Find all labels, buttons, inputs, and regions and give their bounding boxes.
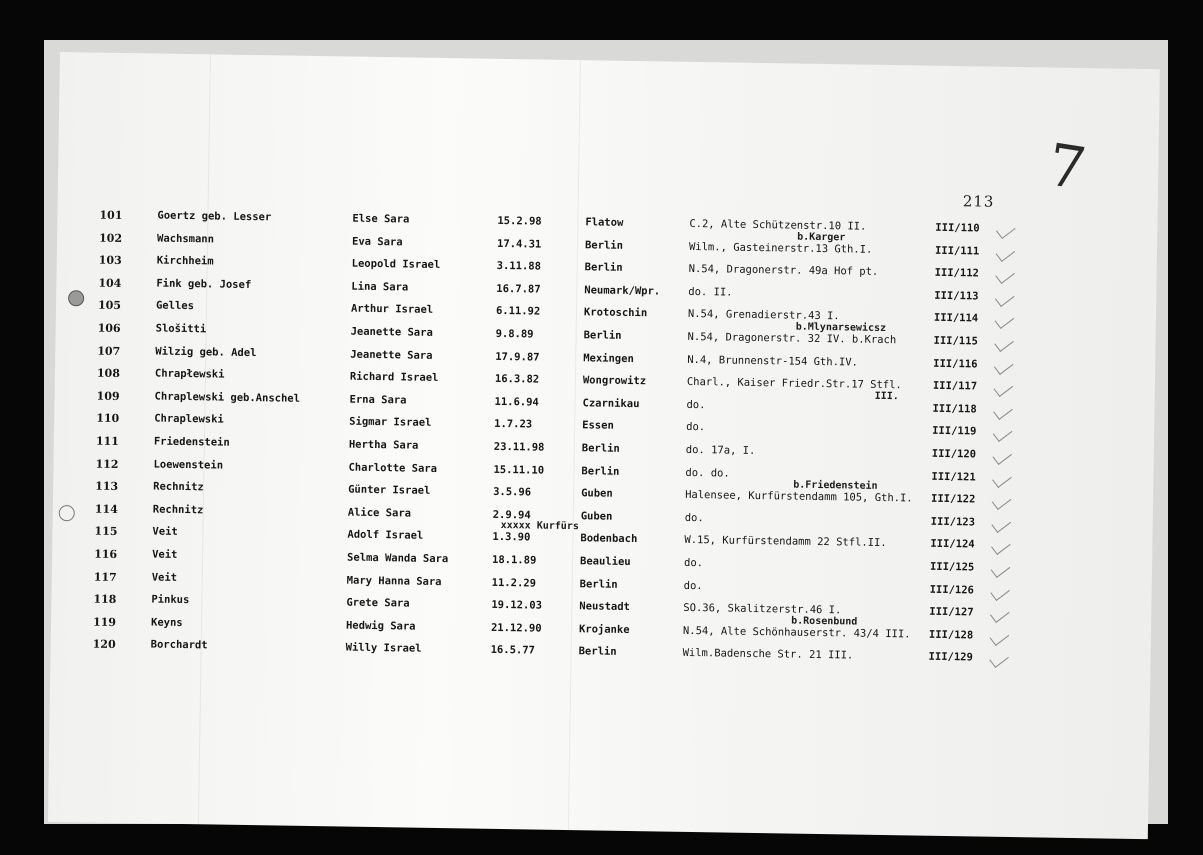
checkmark-icon bbox=[992, 469, 1012, 487]
record-reference: III/121 bbox=[931, 470, 976, 484]
record-given-name: Jeanette Sara bbox=[350, 325, 433, 339]
record-number: 120 bbox=[92, 637, 116, 652]
record-birth-date: 11.6.94 bbox=[494, 395, 539, 409]
record-given-name: Lina Sara bbox=[351, 280, 409, 294]
record-address: Wilm.Badensche Str. 21 III. bbox=[682, 647, 854, 662]
record-reference: III/116 bbox=[933, 357, 978, 371]
record-given-name: Erna Sara bbox=[349, 393, 407, 407]
record-birth-place: Neumark/Wpr. bbox=[584, 284, 661, 298]
record-address: Wilm., Gasteinerstr.13 Gth.I. bbox=[688, 240, 873, 256]
record-birth-place: Beaulieu bbox=[579, 555, 631, 569]
checkmark-icon bbox=[994, 334, 1014, 352]
record-address: N.4, Brunnenstr-154 Gth.IV. bbox=[687, 353, 859, 369]
record-surname: Pinkus bbox=[151, 593, 190, 607]
record-given-name: Mary Hanna Sara bbox=[346, 574, 442, 588]
record-surname: Loewenstein bbox=[153, 458, 224, 472]
record-surname: Gelles bbox=[155, 299, 195, 313]
record-reference: III/118 bbox=[932, 402, 977, 416]
record-birth-date: 11.2.29 bbox=[491, 576, 537, 590]
record-address: W.15, Kurfürstendamm 22 Stfl.II. bbox=[684, 534, 887, 550]
record-birth-place: Berlin bbox=[584, 261, 623, 275]
record-surname: Friedenstein bbox=[153, 435, 230, 449]
record-address: do. bbox=[683, 579, 703, 592]
record-given-name: Arthur Israel bbox=[350, 302, 434, 317]
checkmark-icon bbox=[996, 243, 1016, 261]
record-address: do. do. bbox=[685, 466, 730, 480]
record-number: 118 bbox=[93, 592, 117, 607]
record-annotation: III. bbox=[874, 390, 899, 403]
record-birth-place: Wongrowitz bbox=[582, 374, 647, 388]
record-birth-place: Mexingen bbox=[583, 351, 634, 365]
record-given-name: Alice Sara bbox=[347, 506, 412, 520]
record-number: 109 bbox=[96, 389, 120, 403]
record-address: do. bbox=[686, 398, 706, 411]
record-surname: Chraplewski geb.Anschel bbox=[154, 390, 301, 405]
checkmark-icon bbox=[991, 560, 1011, 578]
record-birth-place: Neustadt bbox=[579, 600, 631, 614]
record-number: 104 bbox=[98, 276, 122, 290]
record-given-name: Else Sara bbox=[352, 212, 410, 226]
record-number: 110 bbox=[96, 412, 120, 426]
checkmark-icon bbox=[990, 582, 1010, 600]
record-reference: III/114 bbox=[933, 312, 979, 325]
record-address: N.54, Dragonerstr. 49a Hof pt. bbox=[688, 263, 879, 279]
record-birth-place: Berlin bbox=[584, 238, 624, 252]
record-number: 112 bbox=[95, 457, 119, 471]
record-number: 115 bbox=[94, 524, 118, 539]
document-page bbox=[48, 52, 1160, 839]
record-reference: III/124 bbox=[930, 538, 975, 551]
record-surname: Chrapłewski bbox=[154, 367, 225, 381]
checkmark-icon bbox=[990, 628, 1010, 646]
record-birth-date: 1.3.90 bbox=[492, 531, 531, 544]
record-address: do. bbox=[686, 421, 706, 434]
record-birth-place: Krotoschin bbox=[583, 306, 648, 320]
record-given-name: Leopold Israel bbox=[351, 257, 441, 272]
record-reference: III/117 bbox=[932, 379, 978, 393]
record-given-name: Günter Israel bbox=[348, 483, 431, 498]
record-reference: III/112 bbox=[934, 266, 979, 280]
record-birth-place: Essen bbox=[582, 419, 614, 433]
record-birth-date: 18.1.89 bbox=[491, 553, 537, 567]
record-given-name: Hedwig Sara bbox=[345, 619, 416, 633]
record-number: 114 bbox=[94, 502, 118, 516]
record-reference: III/122 bbox=[930, 492, 976, 506]
record-birth-place: Guben bbox=[581, 487, 613, 500]
record-annotation: b.Friedenstein bbox=[793, 479, 878, 493]
record-number: 113 bbox=[95, 479, 119, 494]
record-birth-date: 23.11.98 bbox=[493, 440, 545, 454]
record-annotation: b.Karger bbox=[797, 231, 846, 243]
record-surname: Veit bbox=[151, 571, 178, 584]
record-reference: III/126 bbox=[929, 583, 975, 597]
record-surname: Kirchheim bbox=[156, 254, 214, 268]
record-birth-place: Berlin bbox=[581, 464, 620, 478]
record-surname: Slošitti bbox=[155, 322, 207, 336]
record-birth-date: 3.5.96 bbox=[493, 486, 532, 499]
record-address: N.54, Alte Schönhauserstr. 43/4 III. bbox=[682, 624, 911, 641]
record-number: 107 bbox=[97, 344, 121, 358]
record-address: do. bbox=[683, 556, 704, 570]
record-given-name: Charlotte Sara bbox=[348, 461, 438, 475]
record-annotation: xxxxx Kurfürs bbox=[500, 520, 579, 533]
checkmark-icon bbox=[995, 311, 1015, 329]
record-number: 101 bbox=[99, 208, 123, 222]
record-reference: III/129 bbox=[928, 651, 973, 664]
checkmark-icon bbox=[989, 650, 1009, 668]
record-surname: Fink geb. Josef bbox=[156, 277, 252, 291]
record-surname: Wilzig geb. Adel bbox=[155, 345, 257, 359]
record-birth-date: 17.9.87 bbox=[495, 350, 540, 364]
record-address: do. 17a, I. bbox=[685, 443, 756, 457]
record-address: N.54, Dragonerstr. 32 IV. b.Krach bbox=[687, 330, 897, 347]
record-surname: Keyns bbox=[150, 616, 183, 629]
record-number: 105 bbox=[97, 299, 122, 313]
record-number: 106 bbox=[97, 321, 121, 335]
record-number: 102 bbox=[98, 231, 123, 245]
record-number: 111 bbox=[95, 434, 119, 448]
record-address: N.54, Grenadierstr.43 I. bbox=[687, 308, 840, 323]
checkmark-icon bbox=[992, 492, 1012, 510]
record-birth-place: Berlin bbox=[578, 645, 617, 659]
record-birth-date: 15.2.98 bbox=[497, 214, 542, 228]
checkmark-icon bbox=[993, 424, 1013, 442]
record-surname: Veit bbox=[152, 525, 178, 539]
checkmark-icon bbox=[995, 266, 1015, 284]
record-birth-date: 15.11.10 bbox=[493, 463, 545, 477]
record-birth-place: Bodenbach bbox=[580, 532, 638, 546]
record-reference: III/125 bbox=[929, 560, 975, 574]
record-address: do. II. bbox=[688, 285, 733, 299]
record-birth-date: 2.9.94 bbox=[492, 508, 531, 522]
record-birth-date: 1.7.23 bbox=[494, 418, 533, 431]
record-number: 116 bbox=[94, 547, 118, 561]
record-birth-date: 17.4.31 bbox=[496, 237, 542, 251]
record-birth-date: 3.11.88 bbox=[496, 260, 542, 273]
record-number: 103 bbox=[98, 253, 122, 268]
record-address: C.2, Alte Schützenstr.10 II. bbox=[689, 217, 867, 233]
record-birth-date: 16.5.77 bbox=[490, 644, 536, 657]
record-reference: III/120 bbox=[931, 447, 977, 461]
checkmark-icon bbox=[994, 379, 1014, 397]
record-given-name: Willy Israel bbox=[345, 641, 422, 656]
folio-mark: 7 bbox=[1043, 130, 1091, 204]
record-given-name: Grete Sara bbox=[346, 596, 410, 610]
record-birth-place: Guben bbox=[580, 510, 613, 523]
record-reference: III/127 bbox=[929, 605, 974, 619]
record-birth-date: 19.12.03 bbox=[491, 599, 543, 612]
record-surname: Rechnitz bbox=[153, 480, 204, 494]
record-birth-date: 16.7.87 bbox=[496, 282, 541, 296]
record-number: 117 bbox=[93, 570, 117, 584]
record-given-name: Selma Wanda Sara bbox=[347, 551, 449, 566]
record-number: 108 bbox=[96, 366, 121, 381]
record-reference: III/111 bbox=[934, 244, 980, 258]
record-reference: III/110 bbox=[935, 221, 980, 235]
record-address: Halensee, Kurfürstendamm 105, Gth.I. bbox=[685, 489, 913, 505]
record-surname: Goertz geb. Lesser bbox=[157, 209, 272, 224]
checkmark-icon bbox=[990, 605, 1010, 623]
checkmark-icon bbox=[996, 221, 1016, 239]
record-birth-date: 16.3.82 bbox=[494, 373, 540, 386]
record-surname: Rechnitz bbox=[152, 503, 204, 517]
record-birth-place: Berlin bbox=[581, 442, 620, 455]
record-annotation: b.Rosenbund bbox=[791, 615, 858, 628]
checkmark-icon bbox=[992, 447, 1012, 465]
record-address: Charl., Kaiser Friedr.Str.17 Stfl. bbox=[686, 376, 902, 392]
record-reference: III/128 bbox=[928, 628, 974, 642]
record-reference: III/123 bbox=[930, 515, 976, 529]
record-reference: III/115 bbox=[933, 334, 978, 348]
checkmark-icon bbox=[994, 356, 1014, 374]
record-address: do. bbox=[684, 511, 704, 524]
record-given-name: Richard Israel bbox=[349, 370, 439, 385]
record-surname: Borchardt bbox=[150, 638, 208, 652]
record-birth-place: Berlin bbox=[583, 329, 622, 342]
record-surname: Veit bbox=[152, 548, 178, 561]
record-birth-place: Berlin bbox=[579, 577, 618, 591]
record-birth-date: 21.12.90 bbox=[490, 621, 542, 635]
record-given-name: Sigmar Israel bbox=[349, 415, 432, 430]
record-given-name: Hertha Sara bbox=[348, 438, 419, 452]
record-birth-date: 6.11.92 bbox=[495, 305, 541, 318]
record-given-name: Jeanette Sara bbox=[350, 348, 433, 362]
record-surname: Chraplewski bbox=[154, 412, 224, 427]
checkmark-icon bbox=[991, 515, 1011, 533]
record-birth-place: Krojanke bbox=[578, 623, 630, 636]
record-reference: III/119 bbox=[932, 425, 977, 438]
checkmark-icon bbox=[991, 537, 1011, 555]
record-surname: Wachsmann bbox=[156, 232, 215, 246]
record-birth-date: 9.8.89 bbox=[495, 327, 534, 341]
record-given-name: Eva Sara bbox=[351, 235, 403, 248]
record-birth-place: Czarnikau bbox=[582, 397, 640, 410]
record-given-name: Adolf Israel bbox=[347, 528, 424, 543]
record-address: SO.36, Skalitzerstr.46 I. bbox=[683, 602, 842, 617]
record-reference: III/113 bbox=[934, 289, 979, 303]
record-annotation: b.Mlynarsewicsz bbox=[795, 321, 887, 335]
record-birth-place: Flatow bbox=[585, 216, 624, 229]
checkmark-icon bbox=[993, 402, 1013, 420]
checkmark-icon bbox=[995, 289, 1015, 307]
record-number: 119 bbox=[92, 615, 117, 629]
page-number: 213 bbox=[962, 192, 995, 211]
